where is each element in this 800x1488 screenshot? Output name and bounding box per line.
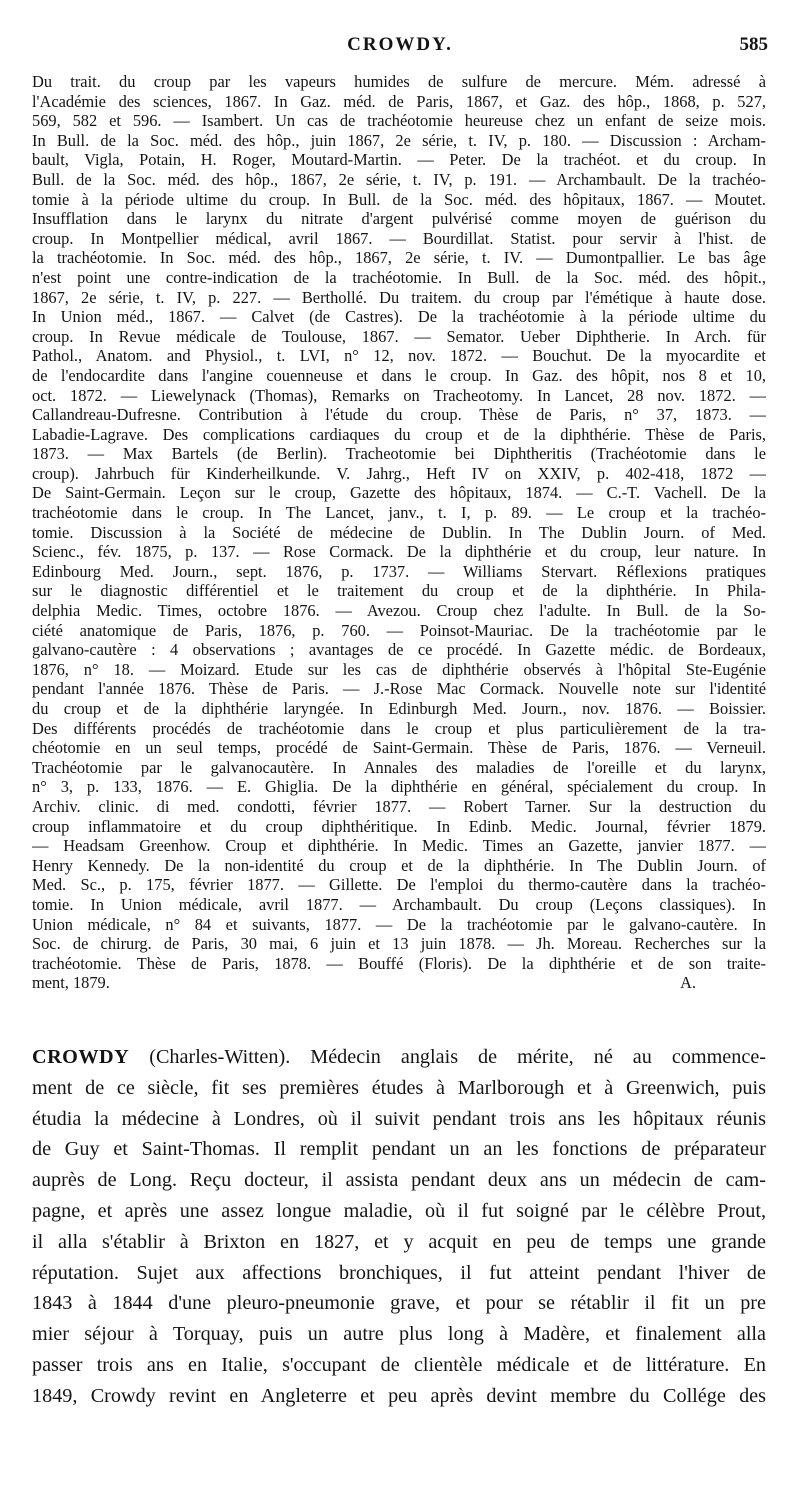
bibliography-line: Bull. de la Soc. méd. des hôp., 1867, 2e série, t. IV, p. 191. — Archambault. De la trachéo-: [32, 169, 766, 189]
article-line: ment de ce siècle, fit ses premières études à Marlborough et à Greenwich, puis: [32, 1076, 766, 1099]
bibliography-line: tomie à la période ultime du croup. In Bull. de la Soc. méd. des hôpitaux, 1867. — Moutet.: [32, 189, 766, 209]
article-line: étudia la médecine à Londres, où il suivit pendant trois ans les hôpitaux réunis: [32, 1107, 766, 1130]
bibliography-line: Soc. de chirurg. de Paris, 30 mai, 6 juin et 13 juin 1878. — Jh. Moreau. Recherches sur la: [32, 934, 766, 954]
running-title: CROWDY.: [347, 34, 453, 55]
bibliography-line: Edinbourg Med. Journ., sept. 1876, p. 1737. — Williams Stervart. Réflexions pratiques: [32, 561, 766, 581]
bibliography-line: Callandreau-Dufresne. Contribution à l'étude du croup. Thèse de Paris, n° 37, 1873. —: [32, 405, 766, 425]
bibliography-line: croup inflammatoire et du croup diphthéritique. In Edinb. Medic. Journal, février 1879.: [32, 816, 766, 836]
bibliography-line: croup. In Montpellier médical, avril 1867. — Bourdillat. Statist. pour servir à l'hist. de: [32, 228, 766, 248]
bibliography-line: ciété anatomique de Paris, 1876, p. 760. — Poinsot-Mauriac. De la trachéotomie par le: [32, 620, 766, 640]
article-first-line-text: (Charles-Witten). Médecin anglais de mérite, né au commence-: [149, 1046, 766, 1068]
bibliography-line: Union médicale, n° 84 et suivants, 1877. — De la trachéotomie par le galvano-cautère. In: [32, 914, 766, 934]
bibliography-line: de l'endocardite dans l'angine couenneuse et dans le croup. In Gaz. des hôpit, nos 8 et 10,: [32, 365, 766, 385]
article-line: réputation. Sujet aux affections bronchiques, il fut atteint pendant l'hiver de: [32, 1261, 766, 1284]
bibliography-line: tomie. Discussion à la Société de médecine de Dublin. In The Dublin Journ. of Med.: [32, 522, 766, 542]
running-head: [0, 34, 800, 60]
bibliography-line: De Saint-Germain. Leçon sur le croup, Gazette des hôpitaux, 1874. — C.-T. Vachell. De la: [32, 483, 766, 503]
bibliography-line: croup. In Revue médicale de Toulouse, 1867. — Semator. Ueber Diphtherie. In Arch. für: [32, 326, 766, 346]
bibliography-line: delphia Medic. Times, octobre 1876. — Avezou. Croup chez l'adulte. In Bull. de la So-: [32, 601, 766, 621]
bibliography-line: sur le diagnostic différentiel et le traitement du croup et de la diphthérie. In Phila-: [32, 581, 766, 601]
article-line: de Guy et Saint-Thomas. Il remplit pendant un an les fonctions de préparateur: [32, 1138, 766, 1161]
bibliography-line: n° 3, p. 133, 1876. — E. Ghiglia. De la diphthérie en général, spécialement du croup. In: [32, 777, 766, 797]
bibliography-line: trachéotomie. Thèse de Paris, 1878. — Bouffé (Floris). De la diphthérie et de son traite-: [32, 953, 766, 973]
article-line: [32, 1042, 766, 1073]
author-signature: A.: [680, 973, 696, 993]
bibliography-line: — Headsam Greenhow. Croup et diphthérie. In Medic. Times an Gazette, janvier 1877. —: [32, 836, 766, 856]
bibliography-line: Archiv. clinic. di med. condotti, février 1877. — Robert Tarner. Sur la destruction du: [32, 796, 766, 816]
bibliography-line: Insufflation dans le larynx du nitrate d'argent pulvérisé comme moyen de guérison du: [32, 209, 766, 229]
bibliography-line: oct. 1872. — Liewelynack (Thomas), Remarks on Tracheotomy. In Lancet, 28 nov. 1872. —: [32, 385, 766, 405]
bibliography-line: croup). Jahrbuch für Kinderheilkunde. V. Jahrg., Heft IV on XXIV, p. 402-418, 1872 —: [32, 463, 766, 483]
bibliography-line: 1876, n° 18. — Moizard. Etude sur les cas de diphthérie observés à l'hôpital Ste-Eugénie: [32, 659, 766, 679]
bibliography-line: Scienc., fév. 1875, p. 137. — Rose Cormack. De la diphthérie et du croup, leur nature. In: [32, 542, 766, 562]
bibliography-line: tomie. In Union médicale, avril 1877. — Archambault. Du croup (Leçons classiques). In: [32, 894, 766, 914]
bibliography-line: Trachéotomie par le galvanocautère. In Annales des maladies de l'oreille et du larynx,: [32, 757, 766, 777]
bibliography-line: chéotomie en un seul temps, procédé de Saint-Germain. Thèse de Paris, 1876. — Verneuil.: [32, 738, 766, 758]
bibliography-line: 1873. — Max Bartels (de Berlin). Tracheotomie bei Diphtheritis (Trachéotomie dans le: [32, 444, 766, 464]
bibliography-line: Des différents procédés de trachéotomie dans le croup et plus particulièrement de la tra-: [32, 718, 766, 738]
bibliography-line: du croup et de la diphthérie laryngée. In Edinburgh Med. Journ., nov. 1876. — Boissier.: [32, 699, 766, 718]
bibliography-line: l'Académie des sciences, 1867. In Gaz. méd. de Paris, 1867, et Gaz. des hôp., 1868, p. 527,: [32, 91, 766, 111]
bibliography-line: Henry Kennedy. De la non-identité du croup et de la diphthérie. In The Dublin Journ. of: [32, 855, 766, 875]
article-block: [32, 1042, 766, 1412]
bibliography-line: Med. Sc., p. 175, février 1877. — Gillette. De l'emploi du thermo-cautère dans la trachéo-: [32, 875, 766, 895]
article-line: 1849, Crowdy revint en Angleterre et peu après devint membre du Collége des: [32, 1384, 766, 1407]
article-line: 1843 à 1844 d'une pleuro-pneumonie grave, et pour se rétablir il fit un pre: [32, 1292, 766, 1315]
bibliography-line: bault, Vigla, Potain, H. Roger, Moutard-Martin. — Peter. De la trachéot. et du croup. In: [32, 150, 766, 170]
bibliography-line: la trachéotomie. In Soc. méd. des hôp., 1867, 2e série, t. IV. — Dumontpallier. Le bas âge: [32, 248, 766, 268]
bibliography-line: pendant l'année 1876. Thèse de Paris. — J.-Rose Mac Cormack. Nouvelle note sur l'identité: [32, 679, 766, 699]
bibliography-block: [32, 72, 766, 993]
bibliography-line: Labadie-Lagrave. Des complications cardiaques du croup et de la diphthérie. Thèse de Paris,: [32, 424, 766, 444]
article-line: mier séjour à Torquay, puis un autre plus long à Madère, et finalement alla: [32, 1323, 766, 1346]
bibliography-line: n'est point une contre-indication de la trachéotomie. In Bull. de la Soc. méd. des hôpit.,: [32, 267, 766, 287]
bibliography-line: Pathol., Anatom. and Physiol., t. LVI, n° 12, nov. 1872. — Bouchut. De la myocardite et: [32, 346, 766, 366]
article-line: pagne, et après une assez longue maladie, où il fut soigné par le célèbre Prout,: [32, 1199, 766, 1222]
bibliography-line: In Union méd., 1867. — Calvet (de Castres). De la trachéotomie à la période ultime du: [32, 307, 766, 327]
bibliography-line: ment, 1879.: [32, 973, 110, 993]
article-line: passer trois ans en Italie, s'occupant de clientèle médicale et de littérature. En: [32, 1353, 766, 1376]
bibliography-line: In Bull. de la Soc. méd. des hôp., juin 1867, 2e série, t. IV, p. 180. — Discussion : Archam-: [32, 130, 766, 150]
article-line: il alla s'établir à Brixton en 1827, et y acquit en peu de temps une grande: [32, 1230, 766, 1253]
page-number: 585: [739, 34, 768, 55]
bibliography-line: 569, 582 et 596. — Isambert. Un cas de trachéotomie heureuse chez un enfant de seize mois.: [32, 111, 766, 131]
bibliography-line: galvano-cautère : 4 observations ; avantages de ce procédé. In Gazette médic. de Bordeaux,: [32, 640, 766, 660]
article-headword: CROWDY: [32, 1046, 130, 1068]
bibliography-line: trachéotomie dans le croup. In The Lancet, janv., t. I, p. 89. — Le croup et la trachéo-: [32, 503, 766, 523]
bibliography-line: Du trait. du croup par les vapeurs humides de sulfure de mercure. Mém. adressé à: [32, 72, 766, 91]
bibliography-line: 1867, 2e série, t. IV, p. 227. — Berthollé. Du traitem. du croup par l'émétique à haute dose.: [32, 287, 766, 307]
article-line: auprès de Long. Reçu docteur, il assista pendant deux ans un médecin de cam-: [32, 1169, 766, 1192]
